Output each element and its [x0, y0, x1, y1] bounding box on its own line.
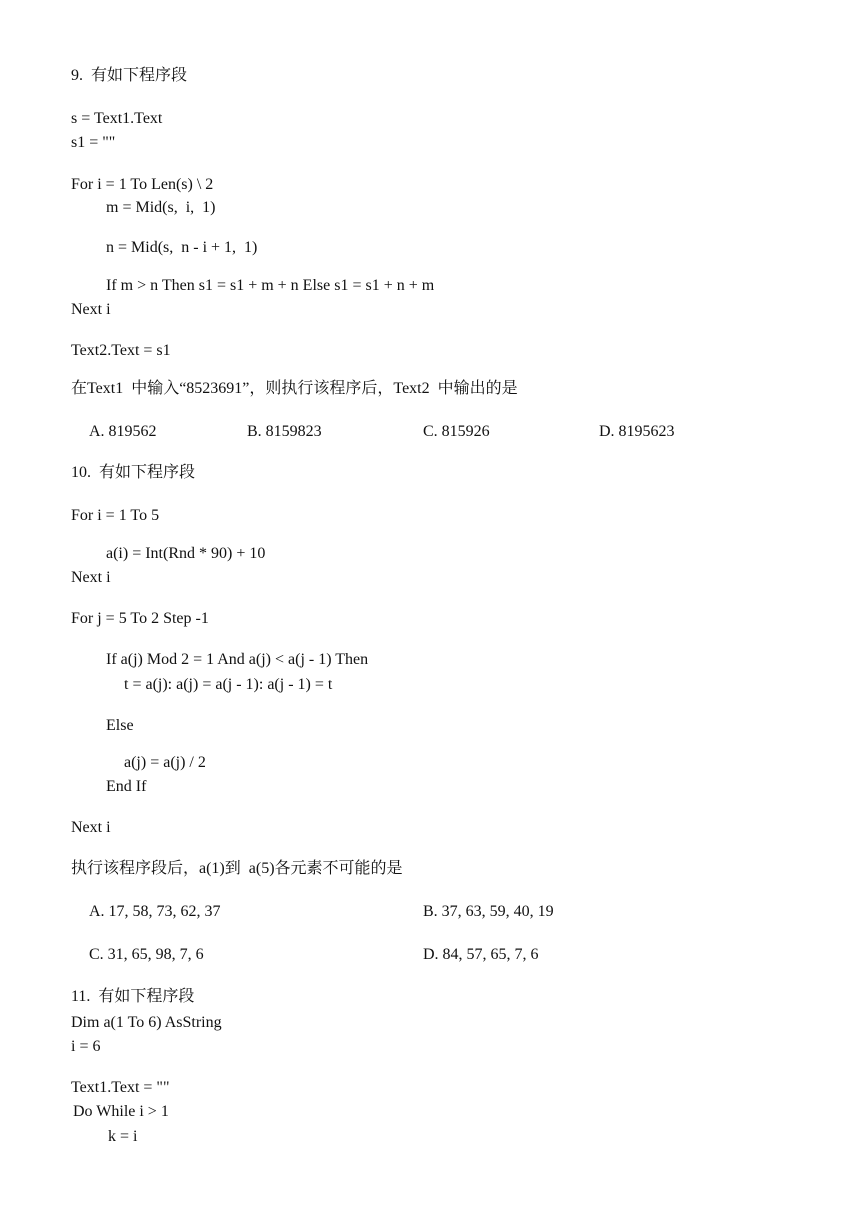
q10-code-line-6: t = a(j): a(j) = a(j - 1): a(j - 1) = t — [124, 676, 333, 693]
q10-code-line-2: a(i) = Int(Rnd * 90) + 10 — [106, 545, 266, 562]
q10-option-d: D. 84, 57, 65, 7, 6 — [423, 946, 539, 963]
q10-title: 10. 有如下程序段 — [71, 464, 196, 481]
q10-question: 执行该程序段后，a(1)到 a(5)各元素不可能的是 — [71, 860, 403, 877]
q11-code-line-5: k = i — [108, 1128, 138, 1145]
q10-code-line-3: Next i — [71, 569, 111, 586]
q10-code-line-4: For j = 5 To 2 Step -1 — [71, 610, 209, 627]
q9-code-line-1: s = Text1.Text — [71, 110, 163, 127]
q10-code-line-9: End If — [106, 778, 147, 795]
q9-code-line-7: Next i — [71, 301, 111, 318]
q10-code-line-10: Next i — [71, 819, 111, 836]
q9-code-line-8: Text2.Text = s1 — [71, 342, 171, 359]
q9-option-b: B. 8159823 — [247, 423, 322, 440]
q9-code-line-3: For i = 1 To Len(s) \ 2 — [71, 176, 214, 193]
q9-code-line-4: m = Mid(s, i, 1) — [106, 199, 216, 216]
q9-option-d: D. 8195623 — [599, 423, 675, 440]
q9-option-c: C. 815926 — [423, 423, 490, 440]
q9-code-line-2: s1 = "" — [71, 134, 116, 151]
q11-code-line-4: Do While i > 1 — [73, 1103, 169, 1120]
q11-code-line-3: Text1.Text = "" — [71, 1079, 170, 1096]
q9-option-a: A. 819562 — [89, 423, 157, 440]
q10-code-line-7: Else — [106, 717, 134, 734]
q11-code-line-2: i = 6 — [71, 1038, 101, 1055]
q9-question: 在Text1 中输入“8523691”，则执行该程序后，Text2 中输出的是 — [71, 380, 518, 397]
q9-title: 9. 有如下程序段 — [71, 67, 188, 84]
q10-option-a: A. 17, 58, 73, 62, 37 — [89, 903, 221, 920]
q10-code-line-5: If a(j) Mod 2 = 1 And a(j) < a(j - 1) Then — [106, 651, 369, 668]
q10-option-b: B. 37, 63, 59, 40, 19 — [423, 903, 554, 920]
q10-code-line-1: For i = 1 To 5 — [71, 507, 160, 524]
q9-code-line-6: If m > n Then s1 = s1 + m + n Else s1 = s1 + n + m — [106, 277, 435, 294]
q11-code-line-1: Dim a(1 To 6) AsString — [71, 1014, 222, 1031]
q10-code-line-8: a(j) = a(j) / 2 — [124, 754, 206, 771]
q9-code-line-5: n = Mid(s, n - i + 1, 1) — [106, 239, 258, 256]
q10-option-c: C. 31, 65, 98, 7, 6 — [89, 946, 204, 963]
q11-title: 11. 有如下程序段 — [71, 988, 195, 1005]
